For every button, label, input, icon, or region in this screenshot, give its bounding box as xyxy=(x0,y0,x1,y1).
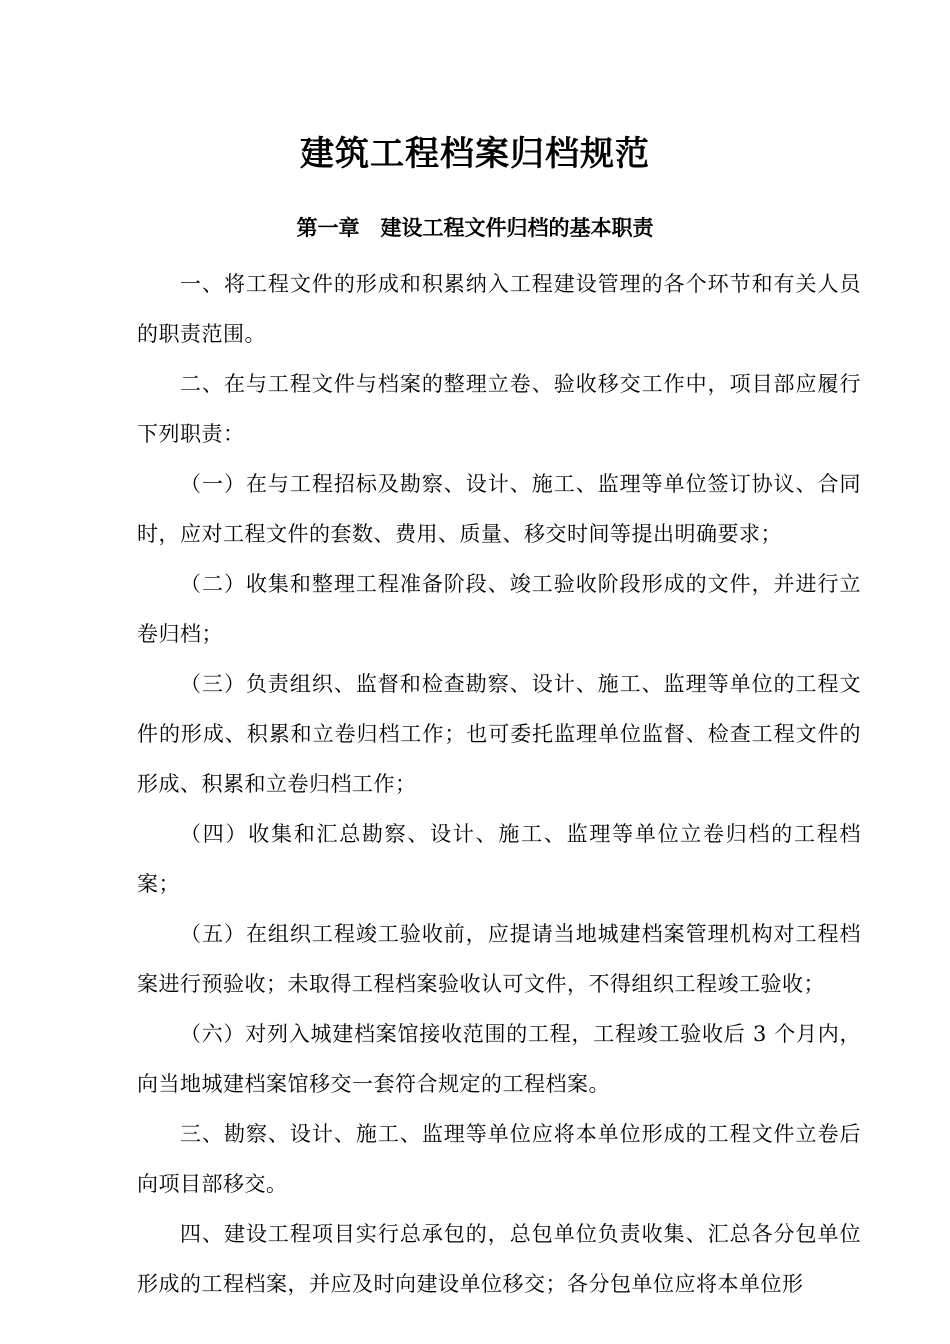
paragraph-2: 二、在与工程文件与档案的整理立卷、验收移交工作中，项目部应履行下列职责： xyxy=(137,372,861,446)
paragraph-2-item-1: （一）在与工程招标及勘察、设计、施工、监理等单位签订协议、合同时，应对工程文件的套数、费用、质量、移交时间等提出明确要求； xyxy=(137,472,861,546)
paragraph-3: 三、勘察、设计、施工、监理等单位应将本单位形成的工程文件立卷后向项目部移交。 xyxy=(137,1122,861,1196)
paragraph-2-item-4: （四）收集和汇总勘察、设计、施工、监理等单位立卷归档的工程档案； xyxy=(137,822,861,896)
chapter-heading: 第一章 建设工程文件归档的基本职责 xyxy=(296,216,654,240)
document-title: 建筑工程档案归档规范 xyxy=(300,134,650,174)
paragraph-2-item-3: （三）负责组织、监督和检查勘察、设计、施工、监理等单位的工程文件的形成、积累和立卷归档工作；也可委托监理单位监督、检查工程文件的形成、积累和立卷归档工作； xyxy=(137,672,861,796)
document-body xyxy=(137,259,861,1309)
paragraph-2-item-2: （二）收集和整理工程准备阶段、竣工验收阶段形成的文件，并进行立卷归档； xyxy=(137,572,861,646)
paragraph-2-item-5: （五）在组织工程竣工验收前，应提请当地城建档案管理机构对工程档案进行预验收；未取得工程档案验收认可文件，不得组织工程竣工验收； xyxy=(137,922,861,996)
paragraph-2-item-6: （六）对列入城建档案馆接收范围的工程，工程竣工验收后 3 个月内，向当地城建档案馆移交一套符合规定的工程档案。 xyxy=(137,1022,861,1096)
paragraph-1: 一、将工程文件的形成和积累纳入工程建设管理的各个环节和有关人员的职责范围。 xyxy=(137,272,861,346)
paragraph-4: 四、建设工程项目实行总承包的，总包单位负责收集、汇总各分包单位形成的工程档案，并应及时向建设单位移交；各分包单位应将本单位形 xyxy=(137,1222,861,1296)
